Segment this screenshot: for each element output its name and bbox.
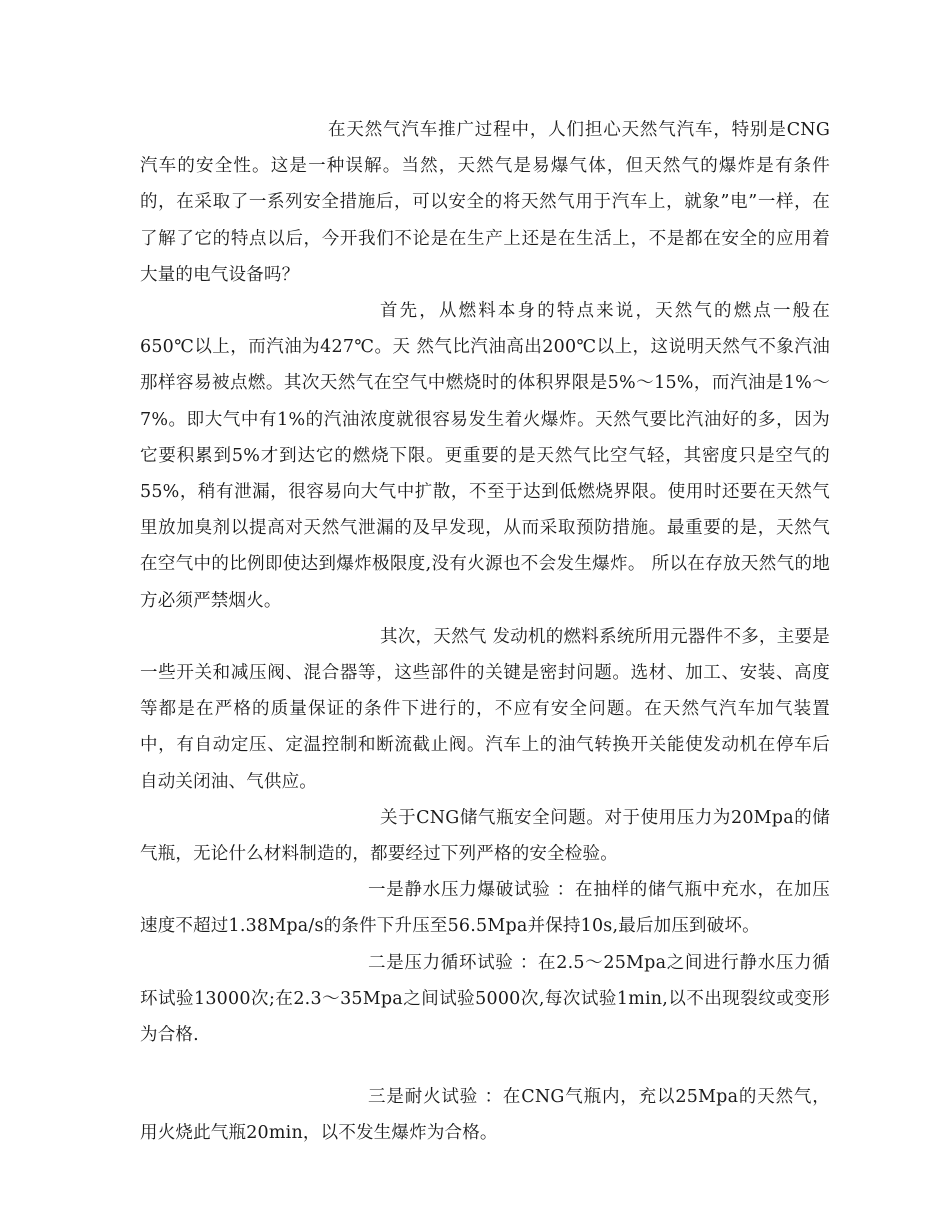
paragraph-burst-test: 一是静水压力爆破试验 ：在抽样的储气瓶中充水，在加压速度不超过1.38Mpa/s的条件下升压至56.5Mpa并保持10s,最后加压到破坏。 xyxy=(140,880,830,937)
paragraph-fire-test: 三是耐火试验 ：在CNG气瓶内，充以25Mpa的天然气，用火烧此气瓶20min，以不发生爆炸为合格。 xyxy=(140,1087,830,1144)
paragraph-intro: 在天然气汽车推广过程中，人们担心天然气汽车，特别是CNG汽车的安全性。这是一种误解。当然，天然气是易爆气体，但天然气的爆炸是有条件的，在采取了一系列安全措施后，可以安全的将天然气用于汽车上，就象”电”一样，在了解了它的特点以后，今开我们不论是在生产上还是在生活上，不是都在安全的应用着大量的电气设备吗？ xyxy=(140,120,830,285)
document-body xyxy=(140,112,830,1152)
paragraph-cycle-test: 二是压力循环试验 ：在2.5～25Mpa之间进行静水压力循环试验13000次;在2.3～35Mpa之间试验5000次,每次试验1min,以不出现裂纹或变形为合格. xyxy=(140,952,830,1046)
paragraph-fuel-system: 其次，天然气 发动机的燃料系统所用元器件不多，主要是一些开关和减压阀、混合器等，这些部件的关键是密封问题。选材、加工、安装、高度等都是在严格的质量保证的条件下进行的，不应有安全问题。在天然气汽车加气装置中，有自动定压、定温控制和断流截止阀。汽车上的油气转换开关能使发动机在停车后自动关闭油、气供应。 xyxy=(140,626,830,792)
paragraph-cng-cylinder: 关于CNG储气瓶安全问题。对于使用压力为20Mpa的储气瓶，无论什么材料制造的，都要经过下列严格的安全检验。 xyxy=(140,807,830,865)
paragraph-fuel-properties: 首先，从燃料本身的特点来说，天然气的燃点一般在650℃以上，而汽油为427℃。天 然气比汽油高出200℃以上，这说明天然气不象汽油那样容易被点燃。其次天然气在空气中燃烧时的体积界限是5%～15%，而汽油是1%～7%。即大气中有1%的汽油浓度就很容易发生着火爆炸。天然气要比汽油好的多，因为它要积累到5%才到达它的燃烧下限。更重要的是天然气比空气轻，其密度只是空气的55%，稍有泄漏，很容易向大气中扩散，不至于达到低燃烧界限。使用时还要在天然气里放加臭剂以提高对天然气泄漏的及早发现，从而采取预防措施。最重要的是，天然气在空气中的比例即使达到爆炸极限度,没有火源也不会发生爆炸。 所以在存放天然气的地方必须严禁烟火。 xyxy=(140,301,830,611)
